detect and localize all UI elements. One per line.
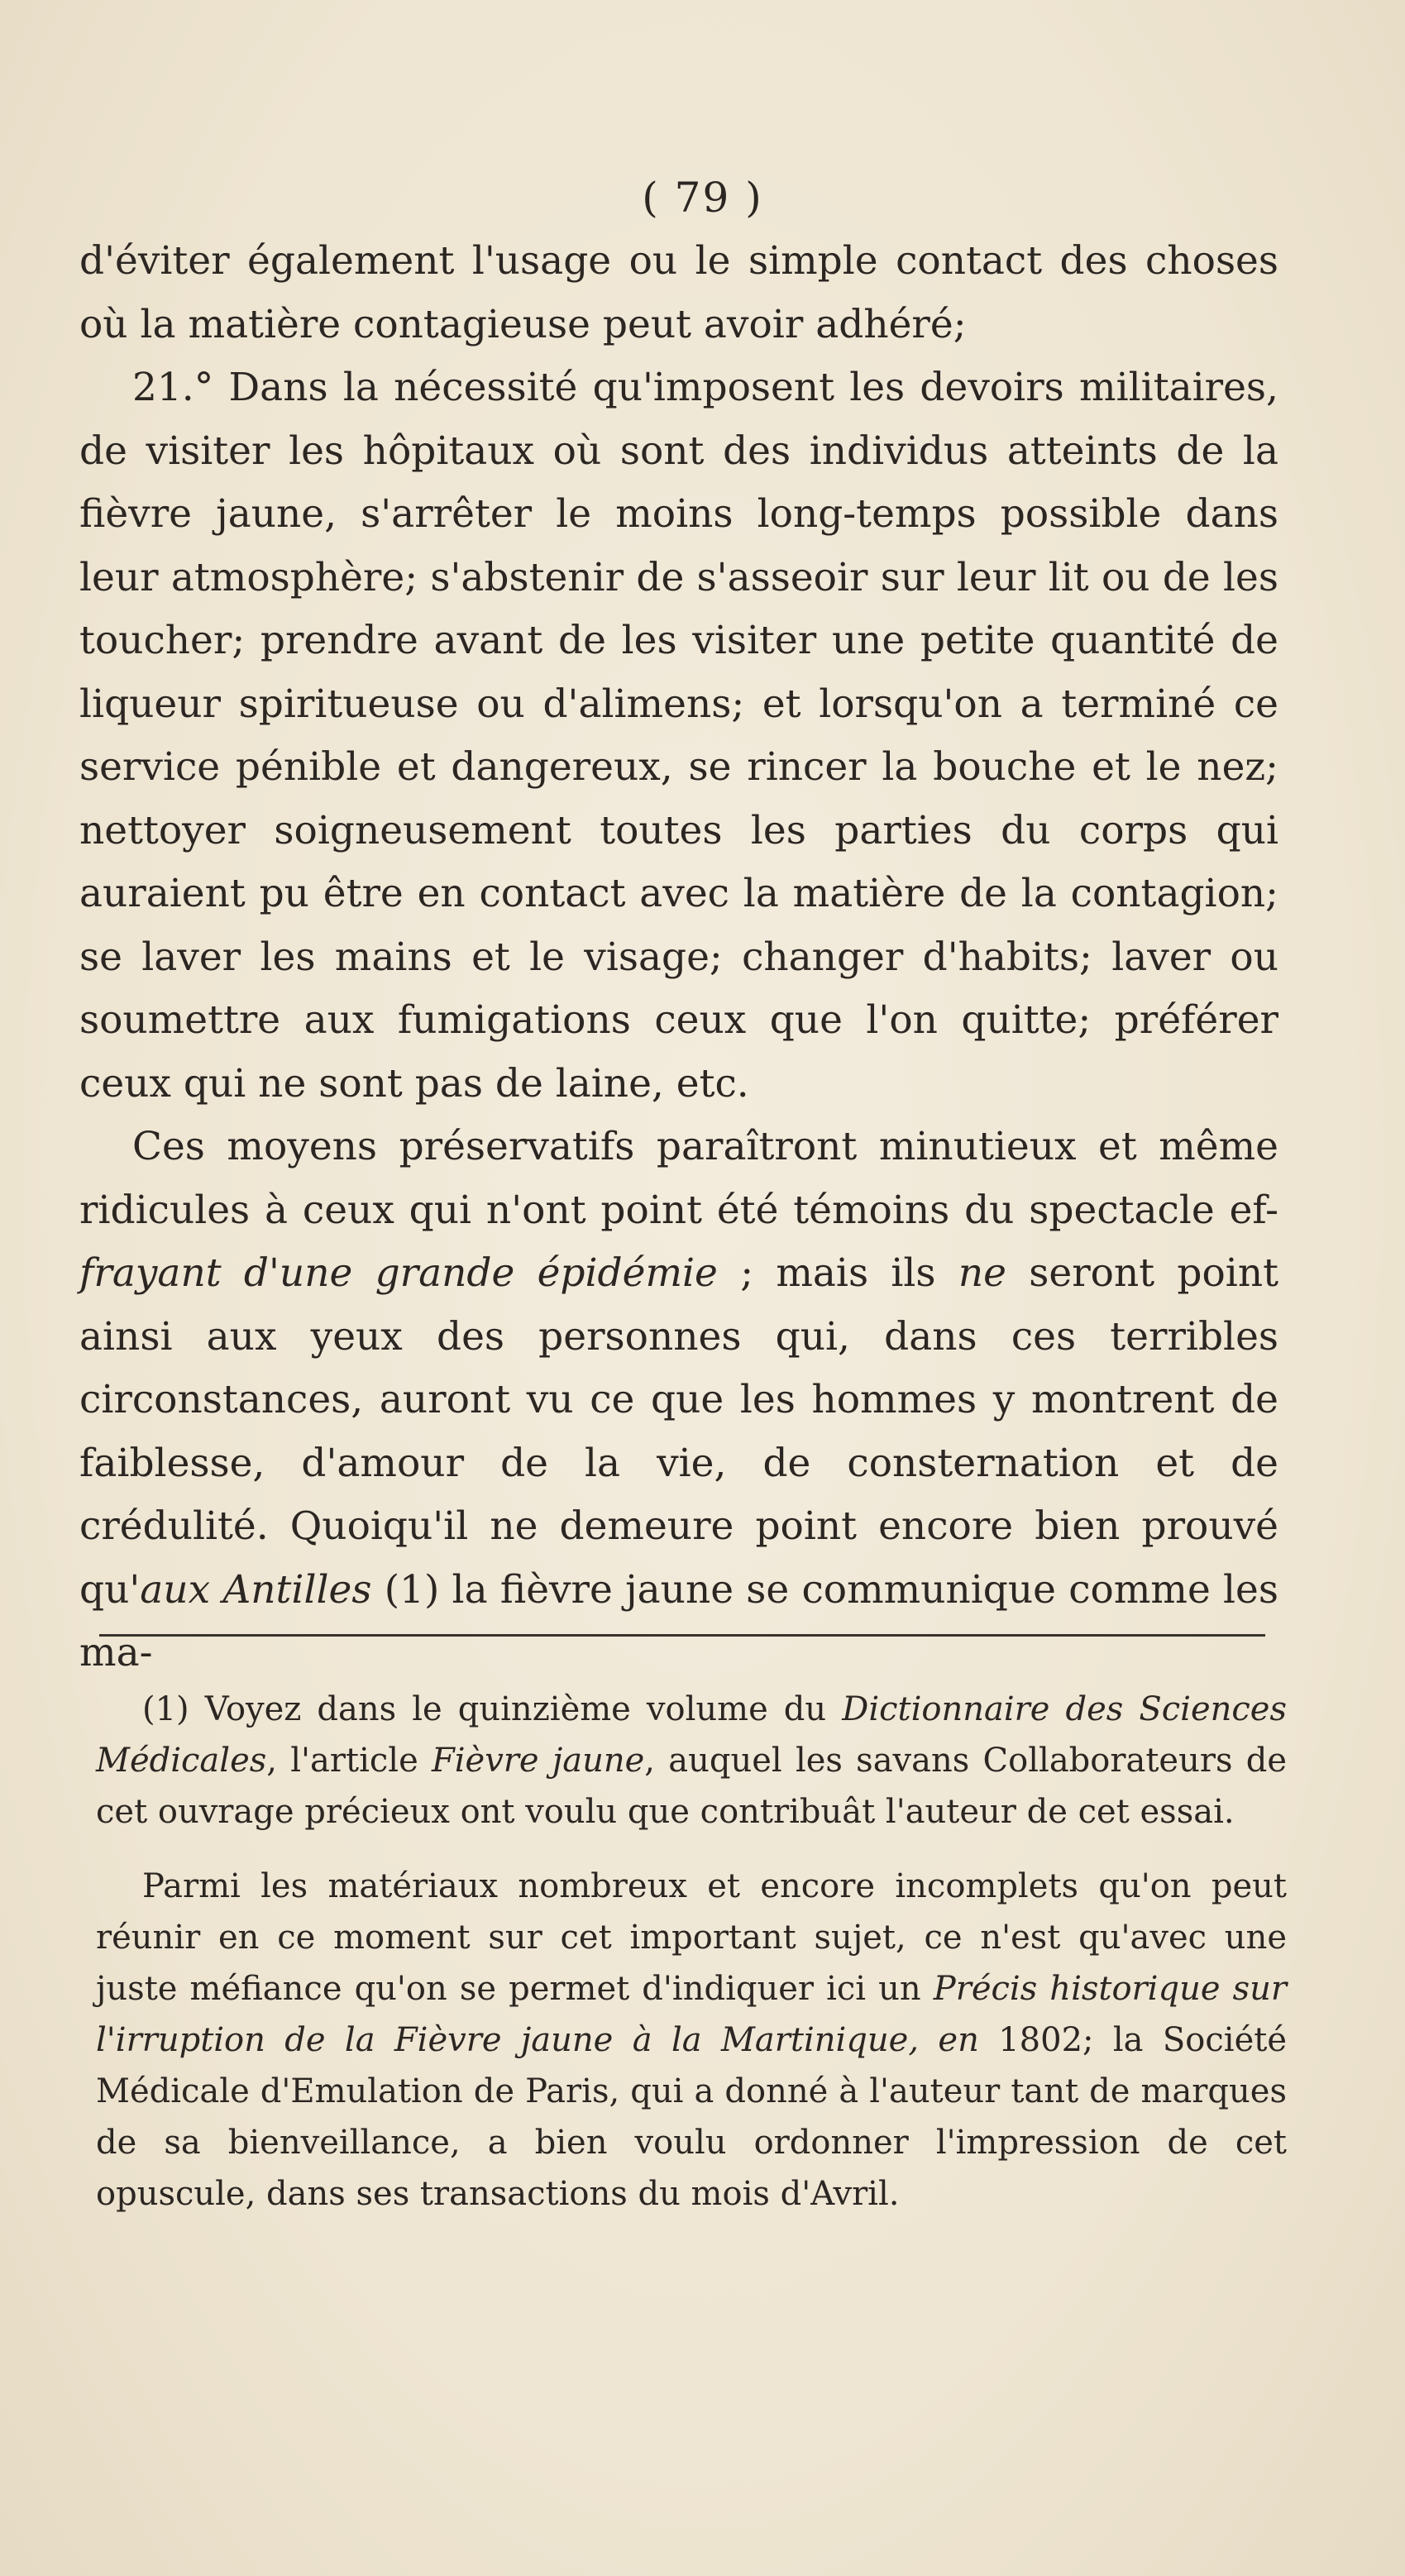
text-run: Parmi les matériaux nombreux et encore incomplets qu'on peut réunir en ce moment sur cet important sujet, ce n'est qu'avec une juste méfiance qu'on se permet d'indiquer ici un [96,1867,1287,2008]
text-run: 1802; la Société Médicale d'Emulation de Paris, qui a donné à l'auteur tant de marques de sa bienveillance, a bien voulu ordonner l'impression de cet opuscule, dans ses transactions du mois d'Avril. [96,2021,1287,2213]
page-number: ( 79 ) [642,174,763,222]
italic-run: Dictionnaire des Sciences Médicales [96,1690,1288,1780]
paragraph-preservatifs [79,1116,1278,1685]
main-text [79,230,1278,1685]
footnote-2 [96,1861,1287,2220]
italic-run: aux Antilles [140,1566,372,1613]
text-run: seront point ainsi aux yeux des personnes qui, dans ces terribles circonstances, auront vu ce que les hommes y montrent de faiblesse, d'amour de la vie, de consternation et de crédulité. Quoiqu'il ne demeure point encore bien prouvé qu' [79,1250,1278,1613]
paragraph-21: 21.° Dans la nécessité qu'imposent les devoirs militaires, de visiter les hôpitaux où sont des individus atteints de la fièvre jaune, s'arrêter le moins long-temps possible dans leur atmosphère; s'abstenir de s'asseoir sur leur lit ou de les toucher; prendre avant de les visiter une petite quantité de liqueur spiritueuse ou d'alimens; et lorsqu'on a terminé ce service pénible et dangereux, se rincer la bouche et le nez; nettoyer soigneusement toutes les parties du corps qui auraient pu être en contact avec la matière de la contagion; se laver les mains et le visage; changer d'habits; laver ou soumettre aux fumigations ceux que l'on quitte; préférer ceux qui ne sont pas de laine, etc. [79,365,1278,1106]
paragraph-continuation: d'éviter également l'usage ou le simple contact des choses où la matière contagieuse peut avoir adhéré; [79,238,1278,347]
text-run: , l'article [266,1742,418,1780]
footnotes [96,1684,1287,2220]
text-run: (1) la fièvre jaune se communique comme les ma- [79,1566,1278,1675]
text-run: ; mais ils [740,1250,936,1296]
footnote-divider [99,1634,1265,1637]
italic-run: ne [958,1250,1006,1296]
text-run: , auquel les savans Collaborateurs de cet ouvrage précieux ont voulu que contribuât l'auteur de cet essai. [96,1742,1287,1831]
text-run: (1) Voyez dans le quinzième volume du [142,1690,827,1728]
italic-run: frayant d'une grande épidémie [79,1250,718,1296]
footnote-1 [96,1684,1287,1838]
italic-run: Fièvre jaune [431,1742,645,1780]
italic-run: Précis historique sur l'irruption de la Fièvre jaune à la Martinique, en [96,1970,1287,2059]
text-run: Ces moyens préservatifs paraîtront minutieux et même ridicules à ceux qui n'ont point été témoins du spectacle ef- [79,1124,1278,1233]
